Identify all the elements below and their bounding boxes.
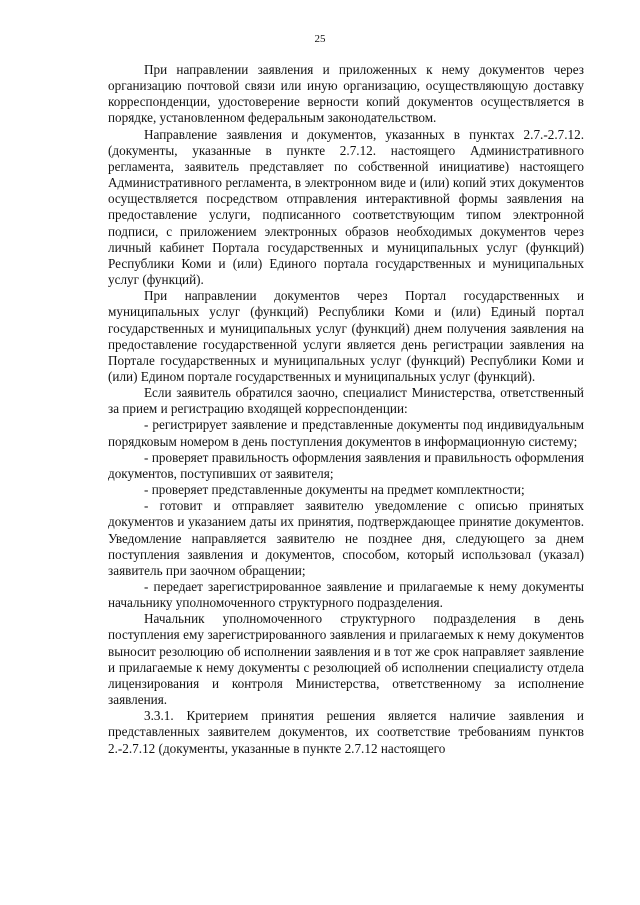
list-item: - передает зарегистрированное заявление и прилагаемые к нему документы начальнику уполномоченного структурного подразделения. xyxy=(108,579,584,611)
paragraph: Начальник уполномоченного структурного подразделения в день поступления ему зарегистрированного заявления и прилагаемых к нему документов выносит резолюцию об исполнении заявления и в тот же срок направляет заявление и прилагаемые к нему документы с резолюцией об исполнении специалисту отдела лицензирования и контроля Министерства, ответственному за исполнение заявления. xyxy=(108,611,584,708)
list-item: - готовит и отправляет заявителю уведомление с описью принятых документов и указанием даты их принятия, подтверждающее принятие документов. Уведомление направляется заявителю не позднее дня, следующего за днем поступления заявления и документов, способом, который использовал (указал) заявитель при заочном обращении; xyxy=(108,498,584,578)
page-number: 25 xyxy=(314,33,326,45)
paragraph: При направлении документов через Портал государственных и муниципальных услуг (функций) Республики Коми и (или) Единый портал государственных и муниципальных услуг (функций) днем получения заявления на предоставление государственной услуги является день регистрации заявления на Портале государственных и муниципальных услуг (функций) Республики Коми и (или) Едином портале государственных и муниципальных услуг (функций). xyxy=(108,288,584,384)
paragraph: Если заявитель обратился заочно, специалист Министерства, ответственный за прием и регистрацию входящей корреспонденции: xyxy=(108,385,584,417)
list-item: - проверяет правильность оформления заявления и правильность оформления документов, поступивших от заявителя; xyxy=(108,449,584,481)
paragraph: 3.3.1. Критерием принятия решения является наличие заявления и представленных заявителем документов, их соответствие требованиям пунктов 2.-2.7.12 (документы, указанные в пункте 2.7.12 настоящего xyxy=(108,708,584,756)
list-item: - регистрирует заявление и представленные документы под индивидуальным порядковым номером в день поступления документов в информационную систему; xyxy=(108,417,584,449)
paragraph: Направление заявления и документов, указанных в пунктах 2.7.-2.7.12. (документы, указанные в пункте 2.7.12. настоящего Административного регламента, заявитель представляет по собственной инициативе) настоящего Административного регламента, в электронном виде и (или) копий этих документов осуществляется посредством отправления интерактивной формы заявления на предоставление услуги, подписанного соответствующим типом электронной подписи, с приложением электронных образов необходимых документов через личный кабинет Портала государственных и муниципальных услуг (функций) Республики Коми и (или) Единого портала государственных и муниципальных услуг (функций). xyxy=(108,126,584,288)
document-body xyxy=(108,62,584,757)
paragraph: При направлении заявления и приложенных к нему документов через организацию почтовой связи или иную организацию, осуществляющую доставку корреспонденции, удостоверение верности копий документов осуществляется в порядке, установленном федеральным законодательством. xyxy=(108,62,584,126)
list-item: - проверяет представленные документы на предмет комплектности; xyxy=(144,482,525,498)
